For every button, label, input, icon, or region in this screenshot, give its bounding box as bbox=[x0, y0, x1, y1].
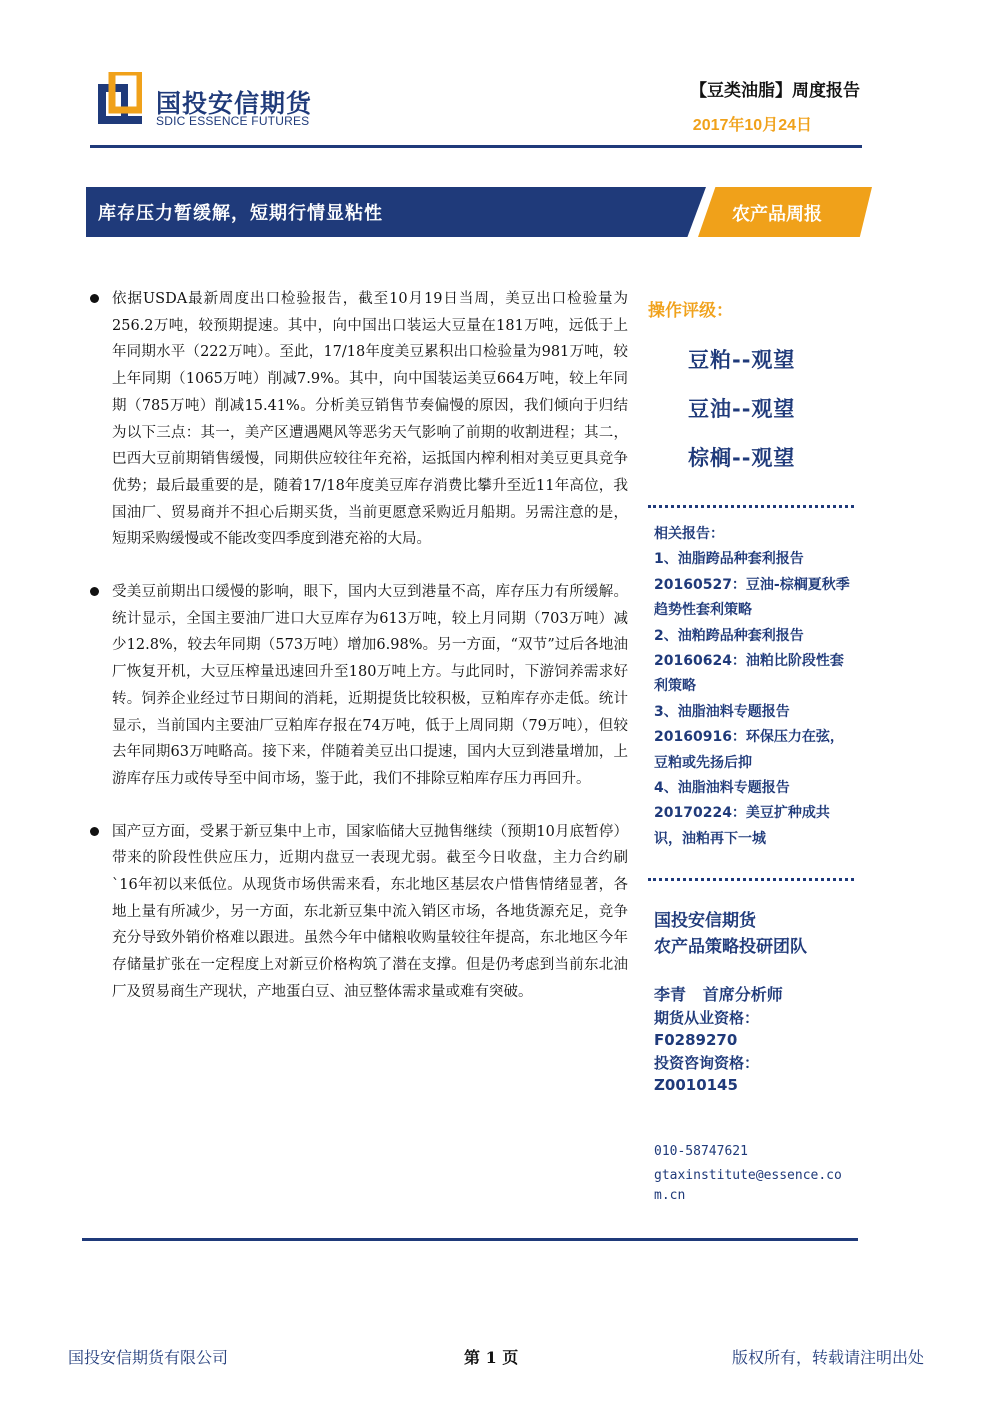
rating-soyoil: 豆油--观望 bbox=[688, 397, 796, 421]
sidebar-divider bbox=[648, 878, 854, 881]
advisory-cert-label: 投资咨询资格： bbox=[654, 1053, 760, 1072]
body-paragraph bbox=[88, 579, 628, 793]
related-report-heading: 2、油粕跨品种套利报告 bbox=[654, 627, 804, 644]
body-paragraph bbox=[88, 819, 628, 1006]
analyst-line bbox=[654, 984, 783, 1007]
footer-company: 国投安信期货有限公司 bbox=[68, 1348, 229, 1367]
logo-company-name: 国投安信期货 bbox=[156, 89, 313, 118]
team-company: 国投安信期货 bbox=[654, 911, 756, 931]
bullet-icon bbox=[90, 827, 99, 836]
sidebar-divider bbox=[648, 505, 854, 508]
body-paragraph bbox=[88, 286, 628, 553]
footer-copyright: 版权所有，转载请注明出处 bbox=[731, 1348, 924, 1367]
logo-company-english: SDIC ESSENCE FUTURES bbox=[156, 114, 310, 128]
footer-divider bbox=[82, 1238, 858, 1241]
related-reports-title: 相关报告： bbox=[654, 526, 724, 542]
contact-info bbox=[654, 1142, 854, 1206]
header-divider bbox=[90, 145, 862, 148]
page-number: 第 1 页 bbox=[464, 1348, 519, 1367]
futures-cert-label: 期货从业资格： bbox=[654, 1008, 760, 1027]
related-report-heading: 1、油脂跨品种套利报告 bbox=[654, 551, 804, 568]
report-date: 2017年10月24日 bbox=[692, 117, 812, 134]
bullet-icon bbox=[90, 294, 99, 303]
report-title: 库存压力暂缓解，短期行情显粘性 bbox=[98, 203, 383, 224]
bullet-icon bbox=[90, 587, 99, 596]
company-logo-icon bbox=[98, 72, 142, 126]
phone-number: 010-58747621 bbox=[654, 1144, 748, 1159]
team-name: 农产品策略投研团队 bbox=[654, 937, 807, 957]
report-category-tag: 农产品周报 bbox=[732, 204, 822, 225]
futures-cert-value: F0289270 bbox=[654, 1031, 738, 1050]
main-body bbox=[88, 286, 628, 1032]
rating-title: 操作评级： bbox=[648, 301, 733, 321]
related-report-link[interactable]: 20160527：豆油-棕榈夏秋季趋势性套利策略 bbox=[654, 576, 850, 619]
email-link[interactable]: gtaxinstitute@essence.com.cn bbox=[654, 1168, 842, 1203]
related-report-link[interactable]: 20170224：美豆扩种成共识，油粕再下一城 bbox=[654, 805, 830, 847]
paragraph-text: 依据USDA最新周度出口检验报告，截至10月19日当周，美豆出口检验量为256.2万吨，较预期提速。其中，向中国出口装运大豆量在181万吨，远低于上年同期水平（222万吨）。至此，17/18年度美豆累积出口检验量为981万吨，较上年同期（1065万吨）削减7.9%。其中，向中国装运美豆664万吨，较上年同期（785万吨）削减15.41%。分析美豆销售节奏偏慢的原因，我们倾向于归结为以下三点：其一，美产区遭遇飓风等恶劣天气影响了前期的收割进程；其二，巴西大豆前期销售缓慢，同期供应较往年充裕，运抵国内榨利相对美豆更具竞争优势；最后最重要的是，随着17/18年度美豆库存消费比攀升至近11年高位，我国油厂、贸易商并不担心后期买货，当前更愿意采购近月船期。另需注意的是，短期采购缓慢或不能改变四季度到港充裕的大局。 bbox=[112, 291, 628, 548]
analyst-title: 首席分析师 bbox=[702, 985, 783, 1004]
analyst-name: 李青 bbox=[654, 985, 687, 1004]
advisory-cert-value: Z0010145 bbox=[654, 1076, 738, 1095]
paragraph-text: 受美豆前期出口缓慢的影响，眼下，国内大豆到港量不高，库存压力有所缓解。统计显示，全国主要油厂进口大豆库存为613万吨，较上月同期（703万吨）减少12.8%，较去年同期（573万吨）增加6.98%。另一方面，“双节”过后各地油厂恢复开机，大豆压榨量迅速回升至180万吨上方。与此同时，下游饲养需求好转。饲养企业经过节日期间的消耗，近期提货比较积极，豆粕库存亦走低。统计显示，当前国内主要油厂豆粕库存报在74万吨，低于上周同期（79万吨），但较去年同期63万吨略高。接下来，伴随着美豆出口提速，国内大豆到港量增加，上游库存压力或传导至中间市场，鉴于此，我们不排除豆粕库存压力再回升。 bbox=[112, 584, 628, 787]
paragraph-text: 国产豆方面，受累于新豆集中上市，国家临储大豆抛售继续（预期10月底暂停）带来的阶段性供应压力，近期内盘豆一表现尤弱。截至今日收盘，主力合约刷`16年初以来低位。从现货市场供需来看，东北地区基层农户惜售情绪显著，各地上量有所减少，另一方面，东北新豆集中流入销区市场，各地货源充足，竞争充分导致外销价格难以跟进。虽然今年中储粮收购量较往年提高，东北地区今年存储量扩张在一定程度上对新豆价格构筑了潜在支撑。但是仍考虑到当前东北油厂及贸易商生产现状，产地蛋白豆、油豆整体需求量或难有突破。 bbox=[112, 823, 628, 1000]
related-report-link[interactable]: 20160916：环保压力在弦，豆粕或先扬后抑 bbox=[654, 729, 844, 771]
related-reports bbox=[654, 522, 854, 852]
related-report-heading: 3、油脂油料专题报告 bbox=[654, 703, 790, 720]
research-team bbox=[654, 908, 807, 960]
rating-soymeal: 豆粕--观望 bbox=[688, 348, 796, 372]
related-report-link[interactable]: 20160624：油粕比阶段性套利策略 bbox=[654, 653, 844, 695]
report-kind: 【豆类油脂】周度报告 bbox=[690, 81, 860, 101]
related-report-heading: 4、油脂油料专题报告 bbox=[654, 780, 790, 797]
rating-palm: 棕榈--观望 bbox=[688, 446, 796, 470]
title-banner bbox=[86, 187, 872, 237]
analyst-info bbox=[654, 984, 783, 1097]
